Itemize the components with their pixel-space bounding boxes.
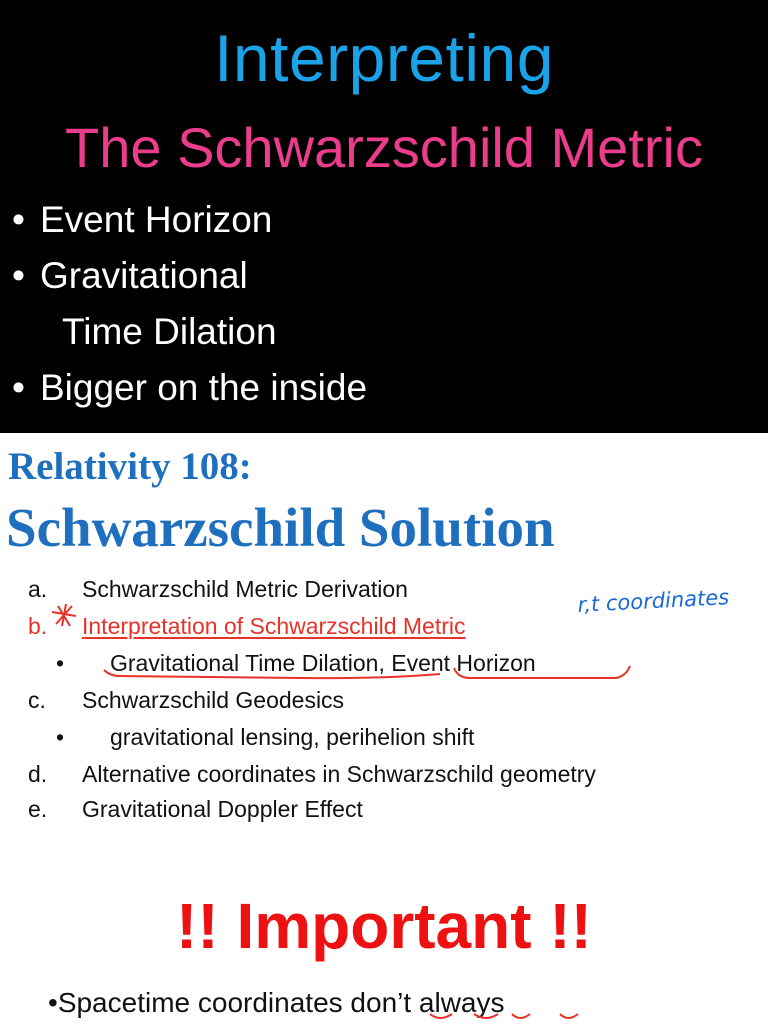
title-schwarzschild-metric: The Schwarzschild Metric bbox=[65, 116, 703, 179]
title-slide bbox=[0, 0, 768, 433]
bullet-time-dilation: Time Dilation bbox=[62, 311, 277, 352]
bullet-bigger-inside: • Bigger on the inside bbox=[12, 364, 367, 412]
outline-item-c: c. Schwarzschild Geodesics bbox=[28, 687, 345, 713]
outline-item-a: a. Schwarzschild Metric Derivation bbox=[28, 576, 408, 602]
outline-item-d: d. Alternative coordinates in Schwarzschild geometry bbox=[28, 761, 596, 787]
course-title: Schwarzschild Solution bbox=[6, 497, 555, 558]
bullet-dot-icon: • bbox=[12, 255, 25, 296]
handwritten-note: r,t coordinates bbox=[577, 585, 730, 617]
important-bullet: •Spacetime coordinates don’t always bbox=[48, 987, 505, 1018]
bullet-dot-icon: • bbox=[12, 367, 25, 408]
bullet-gravitational: • Gravitational bbox=[12, 252, 248, 300]
bullet-dot-icon: • bbox=[12, 199, 25, 240]
outline-subitem-b: • Gravitational Time Dilation, Event Horizon bbox=[56, 650, 536, 676]
outline-subitem-c: • gravitational lensing, perihelion shift bbox=[56, 724, 475, 750]
course-outline bbox=[0, 433, 768, 1024]
bullet-dot-icon: • bbox=[48, 987, 58, 1018]
outline-item-b: b. Interpretation of Schwarzschild Metric bbox=[28, 613, 466, 639]
important-heading: !! Important !! bbox=[176, 890, 592, 962]
bullet-event-horizon: • Event Horizon bbox=[12, 196, 272, 244]
course-label: Relativity 108: bbox=[8, 445, 252, 488]
outline-item-e: e. Gravitational Doppler Effect bbox=[28, 796, 363, 822]
title-interpreting: Interpreting bbox=[214, 21, 554, 95]
